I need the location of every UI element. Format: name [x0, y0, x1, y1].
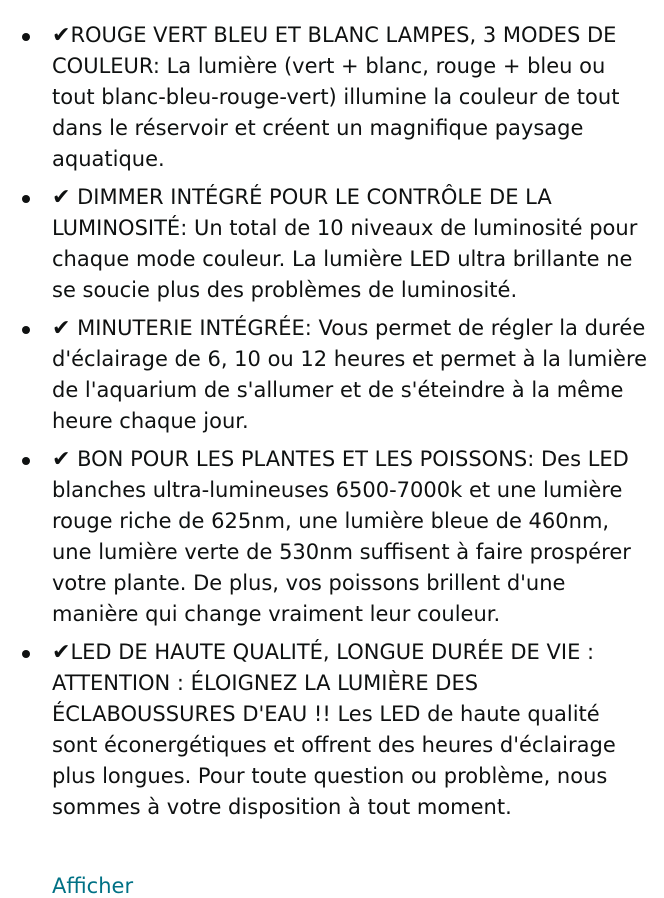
- feature-description: : ATTENTION : ÉLOIGNEZ LA LUMIÈRE DES ÉCLABOUSSURES D'EAU !! Les LED de haute qualité sont éconergétiques et offrent des heures d'éclairage plus longues. Pour toute question ou problème, nous sommes à votre disposition à tout moment.: [52, 640, 616, 819]
- check-mark-icon: ✔: [52, 23, 71, 48]
- see-more-link-label[interactable]: Afficher: [52, 874, 134, 898]
- feature-bullet-list: [0, 20, 664, 830]
- feature-title: MINUTERIE INTÉGRÉE: [70, 316, 305, 340]
- check-mark-icon: ✔: [52, 447, 71, 472]
- feature-title: ROUGE VERT BLEU ET BLANC LAMPES, 3 MODES DE COULEUR: [52, 23, 617, 78]
- bullet-dot-icon: [22, 326, 30, 334]
- feature-description: : Vous permet de régler la durée d'éclairage de 6, 10 ou 12 heures et permet à la lumière de l'aquarium de s'allumer et de s'éteindre à la même heure chaque jour.: [52, 316, 648, 433]
- feature-bullet-5: [0, 637, 664, 823]
- feature-description: : La lumière (vert + blanc, rouge + bleu ou tout blanc-bleu-rouge-vert) illumine la couleur de tout dans le réservoir et créent un magnifique paysage aquatique.: [52, 54, 620, 171]
- feature-title: BON POUR LES PLANTES ET LES POISSONS: [70, 447, 528, 471]
- check-mark-icon: ✔: [52, 185, 71, 210]
- feature-bullet-4: [0, 444, 664, 630]
- bullet-dot-icon: [22, 650, 30, 658]
- feature-description: : Des LED blanches ultra-lumineuses 6500-7000k et une lumière rouge riche de 625nm, une lumière bleue de 460nm, une lumière verte de 530nm suffisent à faire prospérer votre plante. De plus, vos poissons brillent d'une manière qui change vraiment leur couleur.: [52, 447, 631, 626]
- feature-bullet-2: [0, 182, 664, 306]
- feature-bullet-1: [0, 20, 664, 175]
- feature-bullet-3: [0, 313, 664, 437]
- feature-title: DIMMER INTÉGRÉ POUR LE CONTRÔLE DE LA LUMINOSITÉ: [52, 185, 552, 240]
- bullet-dot-icon: [22, 33, 30, 41]
- bullet-dot-icon: [22, 457, 30, 465]
- check-mark-icon: ✔: [52, 316, 71, 341]
- feature-description: : Un total de 10 niveaux de luminosité pour chaque mode couleur. La lumière LED ultra brillante ne se soucie plus des problèmes de luminosité.: [52, 216, 638, 302]
- see-more-link[interactable]: [52, 874, 134, 898]
- check-mark-icon: ✔: [52, 640, 71, 665]
- feature-title: LED DE HAUTE QUALITÉ, LONGUE DURÉE DE VIE: [70, 640, 581, 664]
- bullet-dot-icon: [22, 195, 30, 203]
